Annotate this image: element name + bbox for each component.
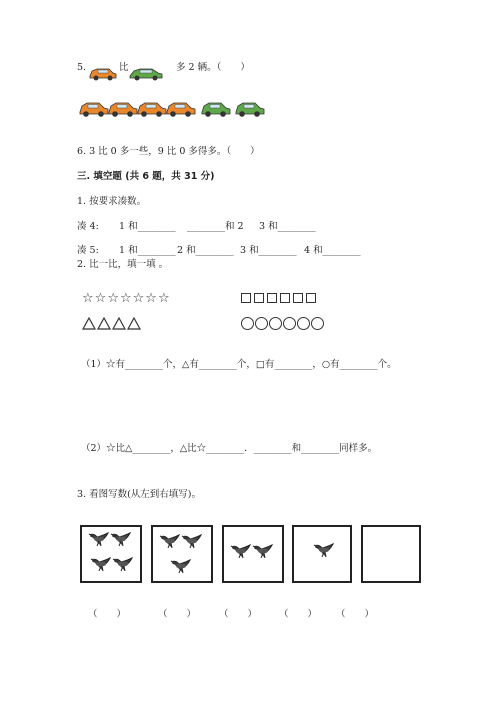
row2-blank-a: 1 和________ bbox=[119, 245, 176, 256]
fill-2-line-1: （1）☆有________个，△有________个，□有________，○有________个。 bbox=[81, 359, 397, 370]
row2-blank-d: 4 和________ bbox=[304, 245, 361, 256]
star-icon: ☆ bbox=[107, 291, 119, 306]
bird-icon bbox=[313, 542, 335, 560]
picture-box-1 bbox=[80, 525, 142, 583]
row2-label: 凑 5: bbox=[77, 245, 99, 256]
fill-2-title: 2. 比一比，填一填 。 bbox=[77, 259, 169, 270]
orange-car-icon bbox=[166, 100, 196, 118]
green-car-icon bbox=[235, 100, 265, 118]
square-icon bbox=[254, 293, 264, 303]
bird-icon bbox=[159, 533, 181, 551]
answer-blank-5: （ ） bbox=[336, 609, 375, 620]
circle-icon bbox=[241, 317, 254, 330]
bird-icon bbox=[90, 556, 112, 574]
square-icon bbox=[241, 293, 251, 303]
row1-label: 凑 4: bbox=[77, 221, 99, 232]
fill-2-line-2: （2）☆比△________，△比☆________．________和________同样多。 bbox=[81, 443, 378, 454]
triangle-icon bbox=[127, 317, 141, 330]
square-row bbox=[241, 293, 319, 303]
star-icon: ☆ bbox=[82, 291, 94, 306]
orange-car-icon bbox=[137, 100, 167, 118]
star-row bbox=[82, 292, 171, 305]
answer-blank-4: （ ） bbox=[279, 609, 318, 620]
triangle-icon bbox=[97, 317, 111, 330]
circle-row bbox=[241, 317, 325, 330]
circle-icon bbox=[283, 317, 296, 330]
picture-box-2 bbox=[151, 525, 213, 583]
compare-text: 比 bbox=[119, 62, 129, 73]
square-icon bbox=[306, 293, 316, 303]
star-icon: ☆ bbox=[94, 291, 107, 306]
green-car-icon bbox=[201, 100, 231, 118]
row1-blank-b: ________和 2 bbox=[187, 221, 244, 232]
fill-3-title: 3. 看图写数(从左到右填写)。 bbox=[77, 489, 201, 500]
square-icon bbox=[267, 293, 277, 303]
question-6-text: 6. 3 比 0 多一些，9 比 0 多得多。（ ） bbox=[77, 146, 260, 157]
star-icon: ☆ bbox=[145, 291, 157, 306]
question-5-text: 多 2 辆。（ ） bbox=[176, 62, 250, 73]
answer-blank-1: （ ） bbox=[88, 609, 127, 620]
bird-icon bbox=[181, 533, 203, 551]
circle-icon bbox=[269, 317, 282, 330]
bird-icon bbox=[112, 556, 134, 574]
bird-icon bbox=[170, 558, 192, 576]
bird-icon bbox=[230, 543, 252, 561]
question-5-number: 5. bbox=[77, 62, 87, 73]
bird-icon bbox=[252, 543, 274, 561]
orange-car-icon bbox=[108, 100, 138, 118]
orange-car-icon bbox=[79, 100, 109, 118]
row1-blank-c: 3 和________ bbox=[259, 221, 316, 232]
circle-icon bbox=[255, 317, 268, 330]
fill-1-title: 1. 按要求凑数。 bbox=[77, 196, 147, 207]
star-icon: ☆ bbox=[132, 291, 145, 306]
green-car-icon bbox=[128, 66, 164, 81]
circle-icon bbox=[297, 317, 310, 330]
triangle-icon bbox=[112, 317, 126, 330]
row2-blank-c: 3 和________ bbox=[240, 245, 297, 256]
orange-car-icon bbox=[88, 66, 118, 81]
picture-box-4 bbox=[292, 525, 352, 583]
square-icon bbox=[280, 293, 290, 303]
picture-box-3 bbox=[222, 525, 284, 583]
bird-icon bbox=[110, 531, 132, 549]
answer-blank-2: （ ） bbox=[158, 609, 197, 620]
star-icon: ☆ bbox=[119, 291, 132, 306]
answer-blank-3: （ ） bbox=[219, 609, 258, 620]
square-icon bbox=[293, 293, 303, 303]
triangle-icon bbox=[82, 317, 96, 330]
row2-blank-b: 2 和________ bbox=[177, 245, 234, 256]
section-title: 三. 填空题 (共 6 题，共 31 分) bbox=[77, 171, 215, 182]
picture-box-5 bbox=[361, 525, 421, 583]
triangle-row bbox=[82, 317, 142, 330]
row1-blank-a: 1 和________ bbox=[119, 221, 176, 232]
star-icon: ☆ bbox=[157, 291, 170, 306]
bird-icon bbox=[88, 531, 110, 549]
circle-icon bbox=[311, 317, 324, 330]
